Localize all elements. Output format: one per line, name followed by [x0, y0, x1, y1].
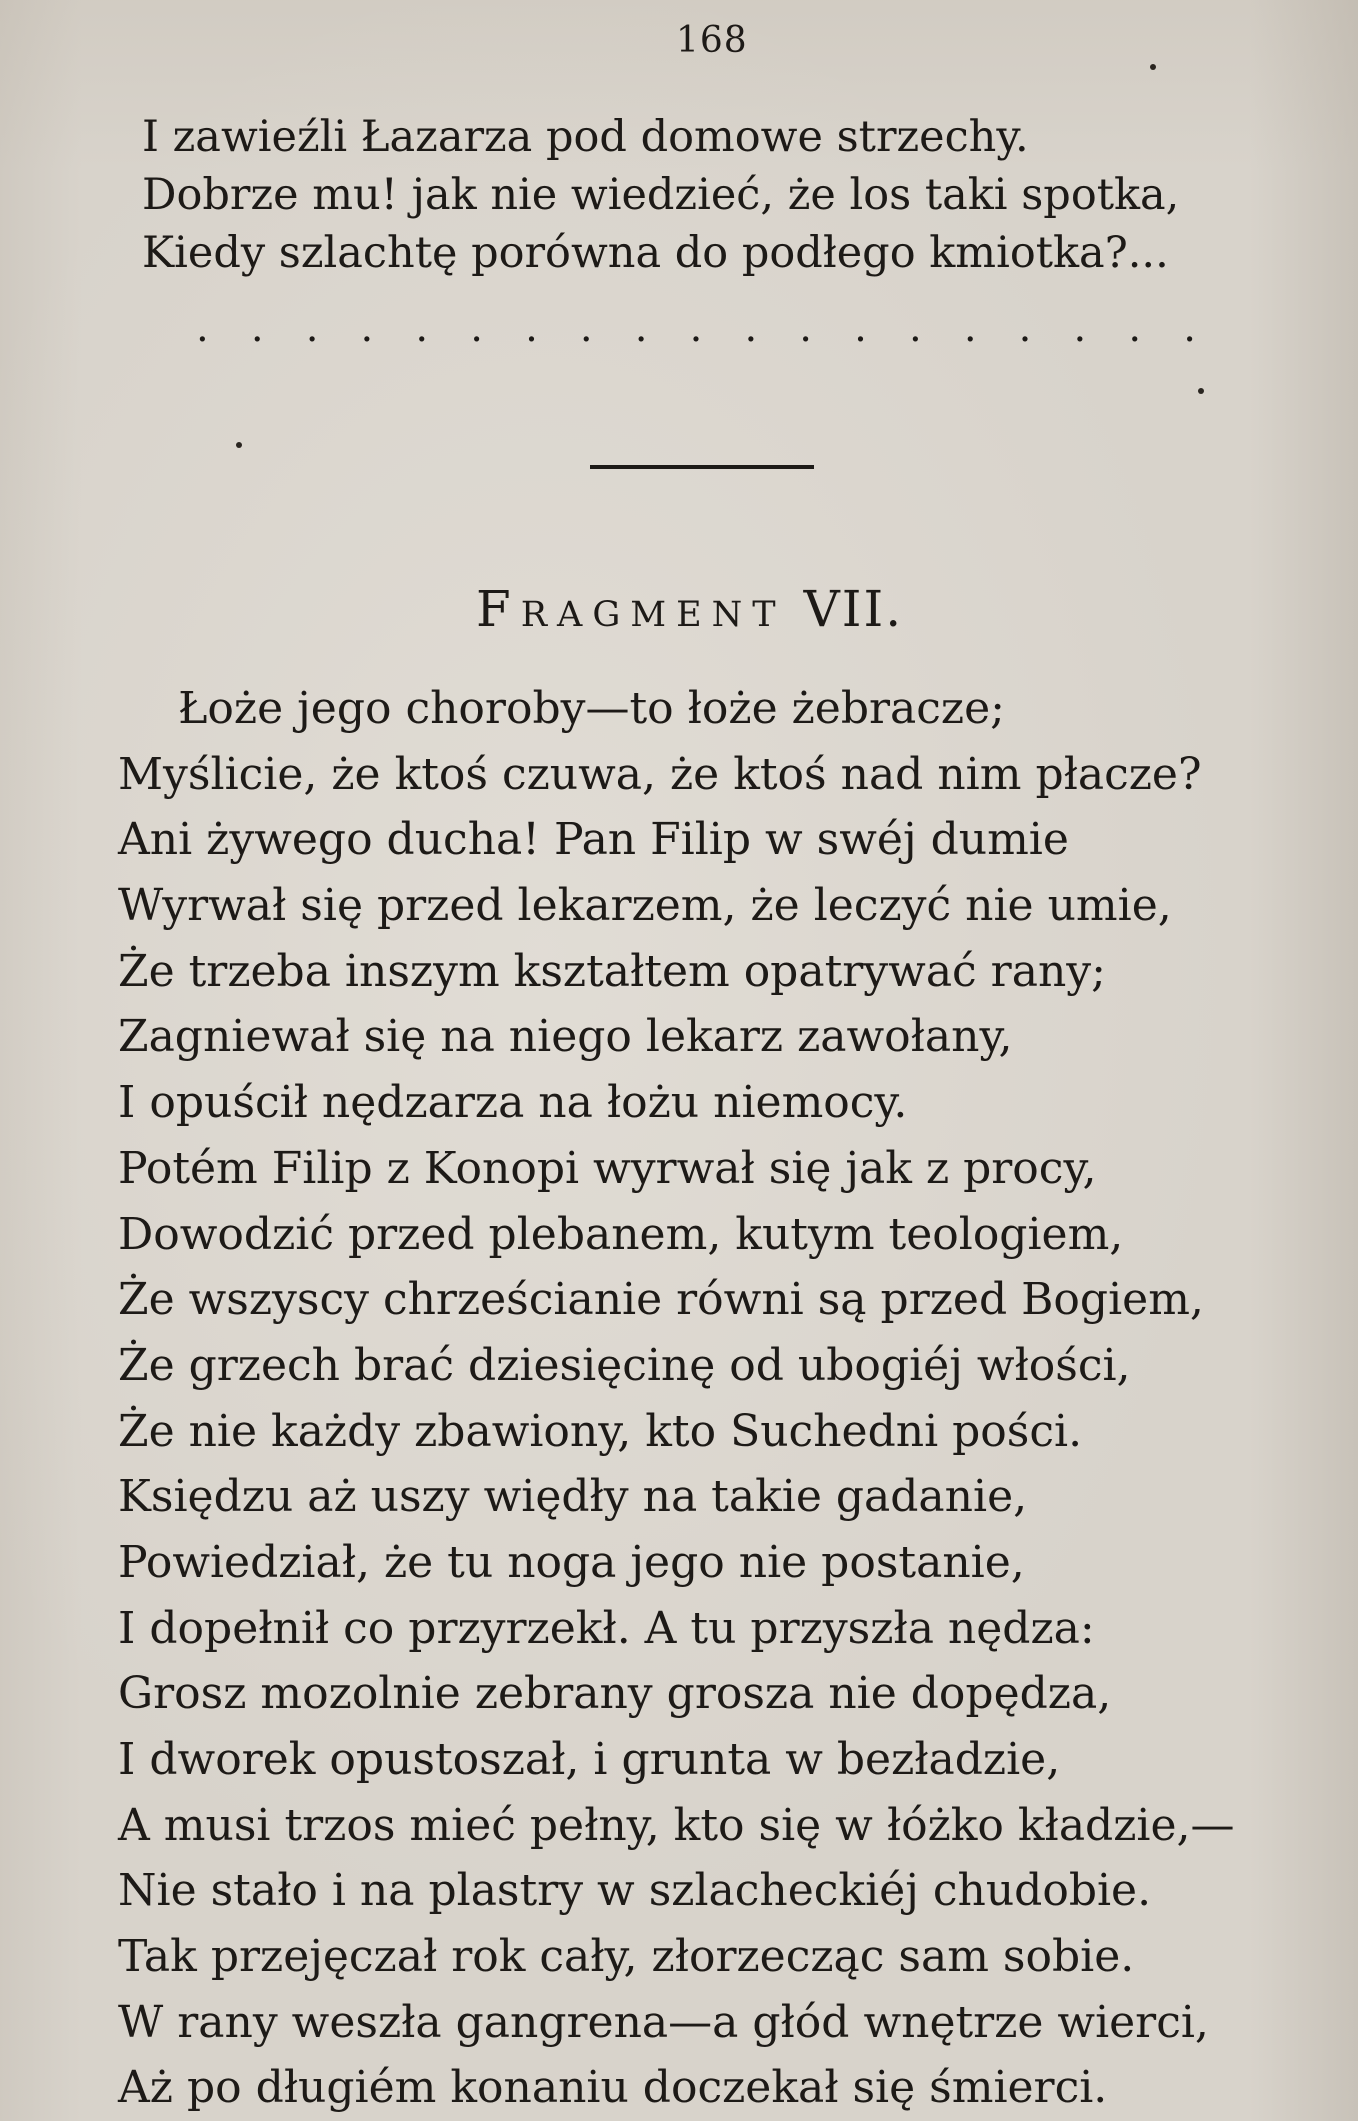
verse-line: I dworek opustoszał, i grunta w bezładzie, — [118, 1734, 1061, 1785]
omission-dot: . — [305, 305, 319, 351]
omission-dot: . — [196, 305, 209, 351]
section-divider — [590, 465, 814, 469]
verse-line: Że nie każdy zbawiony, kto Suchedni pości. — [118, 1405, 1083, 1457]
omission-dot: . — [1128, 305, 1142, 351]
verse-line: A musi trzos mieć pełny, kto się w łóżko kładzie,— — [118, 1799, 1235, 1851]
verse-line: Że trzeba inszym kształtem opatrywać rany; — [118, 945, 1106, 997]
ink-speck — [1198, 388, 1204, 394]
verse-line: Dobrze mu! jak nie wiedzieć, że los taki spotka, — [142, 170, 1180, 220]
verse-line: W rany weszła gangrena—a głód wnętrze wierci, — [118, 1996, 1209, 2048]
verse-line: Łoże jego choroby—to łoże żebracze; — [178, 683, 1005, 734]
omission-dot: . — [1073, 305, 1087, 351]
omission-dot: . — [470, 305, 483, 351]
verse-line: I dopełnił co przyrzekł. A tu przyszła nędza: — [118, 1602, 1095, 1654]
fragment-heading — [476, 580, 903, 638]
verse-line: Myślicie, że ktoś czuwa, że ktoś nad nim płacze? — [118, 748, 1202, 800]
omission-dot: . — [634, 305, 648, 351]
poem-body — [118, 676, 1278, 2121]
omission-dot: . — [689, 305, 703, 351]
verse-line: Grosz mozolnie zebrany grosza nie dopędza, — [118, 1668, 1112, 1720]
verse-line: Dowodzić przed plebanem, kutym teologiem, — [118, 1208, 1124, 1260]
omission-dot: . — [744, 305, 758, 351]
verse-line: Że grzech brać dziesięcinę od ubogiéj włości, — [118, 1339, 1131, 1391]
omission-dot: . — [963, 305, 977, 351]
top-stanza — [142, 108, 1222, 282]
omission-dot: . — [525, 305, 538, 351]
omission-dot: . — [415, 305, 429, 351]
verse-line: Wyrwał się przed lekarzem, że leczyć nie umie, — [118, 880, 1172, 932]
verse-line: Kiedy szlachtę porówna do podłego kmiotka?... — [142, 228, 1169, 278]
omission-dot: . — [1183, 305, 1196, 351]
omission-dot: . — [908, 305, 922, 351]
verse-line: Nie stało i na plastry w szlacheckiéj chudobie. — [118, 1865, 1152, 1917]
omission-dot: . — [250, 305, 264, 351]
verse-line: Aż po długiém konaniu doczekał się śmierci. — [118, 2062, 1108, 2114]
omission-dot: . — [360, 305, 374, 351]
fragment-heading-numeral: VII. — [803, 580, 904, 638]
omission-dot: . — [799, 305, 812, 351]
verse-line: Potém Filip z Konopi wyrwał się jak z procy, — [118, 1142, 1097, 1194]
verse-line: Że wszyscy chrześcianie równi są przed Bogiem, — [118, 1274, 1204, 1326]
omission-dot: . — [579, 305, 593, 351]
fragment-heading-word: Fragment — [476, 580, 786, 638]
verse-line: Księdzu aż uszy więdły na takie gadanie, — [118, 1471, 1028, 1523]
omission-dot: . — [1018, 305, 1032, 351]
ink-speck — [1150, 64, 1156, 70]
ink-speck — [236, 442, 242, 448]
omission-dot: . — [854, 305, 867, 351]
verse-line: Powiedział, że tu noga jego nie postanie, — [118, 1536, 1025, 1588]
verse-line: I zawieźli Łazarza pod domowe strzechy. — [142, 112, 1029, 162]
verse-line: Ani żywego ducha! Pan Filip w swéj dumie — [118, 814, 1069, 866]
verse-line: Zagniewał się na niego lekarz zawołany, — [118, 1011, 1013, 1063]
verse-line: I opuścił nędzarza na łożu niemocy. — [118, 1077, 908, 1129]
page-number: 168 — [676, 20, 748, 61]
omission-dots — [196, 305, 1196, 351]
verse-line: Tak przejęczał rok cały, złorzecząc sam sobie. — [118, 1931, 1135, 1983]
